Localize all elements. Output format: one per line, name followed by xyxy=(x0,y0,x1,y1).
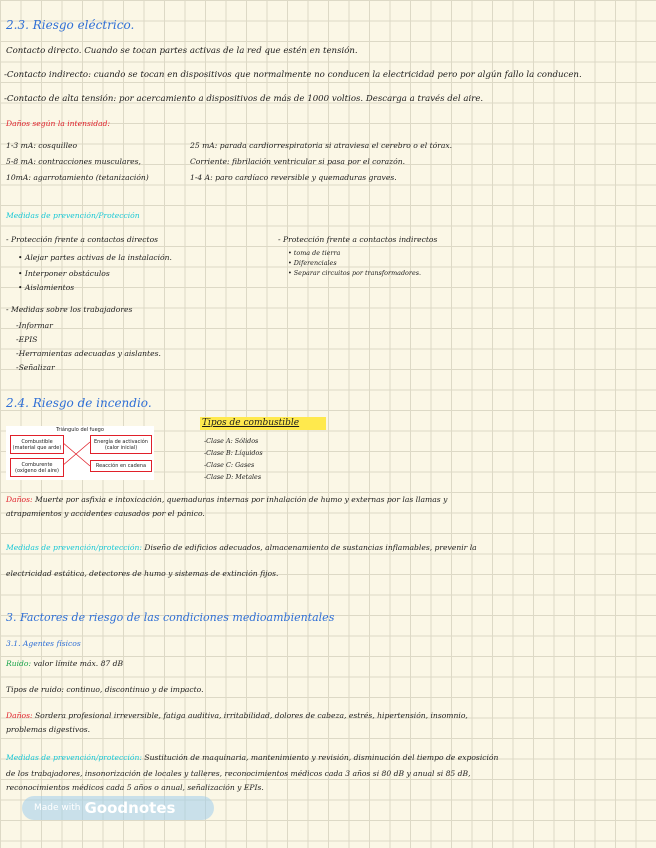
text-line: reconocimientos médicos cada 5 años o anual, señalización y EPIs. xyxy=(6,783,264,792)
section-title-riesgo-electrico: 2.3. Riesgo eléctrico. xyxy=(6,18,135,32)
text-line: de los trabajadores, insonorización de locales y talleres, reconocimientos médicos cada 3 años si 80 dB y anual si 85 dB, xyxy=(6,769,471,778)
section-title-factores: 3. Factores de riesgo de las condiciones medioambientales xyxy=(6,611,335,624)
list-item: -Clase A: Sólidos xyxy=(204,437,259,445)
list-item: • Interponer obstáculos xyxy=(18,269,110,278)
text-line: atrapamientos y accidentes causados por el pánico. xyxy=(6,509,205,518)
diagram-title: Triángulo del fuego xyxy=(56,427,104,433)
text-line xyxy=(6,494,447,505)
list-item: Corriente: fibrilación ventricular si pasa por el corazón. xyxy=(190,157,406,166)
list-title: - Medidas sobre los trabajadores xyxy=(6,305,133,314)
list-item: -Clase B: Líquidos xyxy=(204,449,263,457)
subheading-medidas: Medidas de prevención/Protección xyxy=(6,211,140,220)
badge-brand: Goodnotes xyxy=(84,799,176,817)
list-item: -EPIS xyxy=(16,335,38,344)
list-title: - Protección frente a contactos directos xyxy=(6,235,159,244)
text-line: electricidad estática, detectores de humo y sistemas de extinción fijos. xyxy=(6,569,279,578)
label-danos: Daños: xyxy=(6,711,33,720)
text-line: Contacto directo. Cuando se tocan partes activas de la red que estén en tensión. xyxy=(6,46,358,56)
section-title-riesgo-incendio: 2.4. Riesgo de incendio. xyxy=(6,396,152,410)
list-item: -Señalizar xyxy=(16,363,55,372)
list-item: 25 mA: parada cardiorrespiratoria si atraviesa el cerebro o el tórax. xyxy=(190,141,453,150)
list-item: 1-3 mA: cosquilleo xyxy=(6,141,78,150)
danos-text: Sordera profesional irreversible, fatiga auditiva, irritabilidad, dolores de cabeza, estrés, hipertensión, insomnio, xyxy=(34,711,468,720)
diagram-box-energia: Energía de activación (calor inicial) xyxy=(90,435,152,454)
subheading-tipos-combustible: Tipos de combustible xyxy=(202,418,300,428)
list-item: • Aislamientos xyxy=(18,283,75,292)
list-item: -Herramientas adecuadas y aislantes. xyxy=(16,349,161,358)
list-item: • toma de tierra xyxy=(288,249,341,257)
text-line: problemas digestivos. xyxy=(6,725,91,734)
medidas-text: Sustitución de maquinaria, mantenimiento y revisión, disminución del tiempo de exposición xyxy=(144,753,499,762)
diagram-box-reaccion: Reacción en cadena xyxy=(90,460,152,472)
text-line: -Contacto de alta tensión: por acercamiento a dispositivos de más de 1000 voltios. Descarga a través del aire. xyxy=(4,94,484,104)
goodnotes-badge xyxy=(22,796,214,820)
subheading-danos: Daños según la intensidad: xyxy=(6,119,111,128)
text-line: Tipos de ruido: continuo, discontinuo y de impacto. xyxy=(6,685,204,694)
text-line: -Contacto indirecto: cuando se tocan en dispositivos que normalmente no conducen la electricidad pero por algún fallo la conducen. xyxy=(4,70,582,80)
label-ruido: Ruido: xyxy=(6,659,32,668)
list-item: -Informar xyxy=(16,321,53,330)
fire-triangle-diagram xyxy=(6,426,154,480)
ruido-text: valor límite máx. 87 dB xyxy=(33,659,124,668)
list-item: -Clase D: Metales xyxy=(204,473,262,481)
list-title: - Protección frente a contactos indirectos xyxy=(278,235,438,244)
medidas-text: Diseño de edificios adecuados, almacenamiento de sustancias inflamables, prevenir la xyxy=(144,543,477,552)
text-line xyxy=(6,710,468,721)
text-line xyxy=(6,752,498,763)
diagram-box-combustible: Combustible (material que arde) xyxy=(10,435,64,454)
label-medidas: Medidas de prevención/protección: xyxy=(6,543,142,552)
list-item: • Alejar partes activas de la instalación. xyxy=(18,253,172,262)
list-item: • Separar circuitos por transformadores. xyxy=(288,269,422,277)
list-item: 5-8 mA: contracciones musculares, xyxy=(6,157,141,166)
subsection-title-agentes: 3.1. Agentes físicos xyxy=(6,639,81,648)
diagram-box-comburente: Comburente (oxígeno del aire) xyxy=(10,458,64,477)
text-line xyxy=(6,542,477,553)
list-item: 1-4 A: paro cardíaco reversible y quemaduras graves. xyxy=(190,173,397,182)
label-medidas: Medidas de prevención/protección: xyxy=(6,753,142,762)
badge-made-with: Made with xyxy=(34,803,81,813)
list-item: 10mA: agarrotamiento (tetanización) xyxy=(6,173,149,182)
list-item: -Clase C: Gases xyxy=(204,461,255,469)
label-danos: Daños: xyxy=(6,495,33,504)
danos-text: Muerte por asfixia e intoxicación, quemaduras internas por inhalación de humo y externas por las llamas y xyxy=(34,495,448,504)
list-item: • Diferenciales xyxy=(288,259,337,267)
text-line xyxy=(6,658,123,669)
